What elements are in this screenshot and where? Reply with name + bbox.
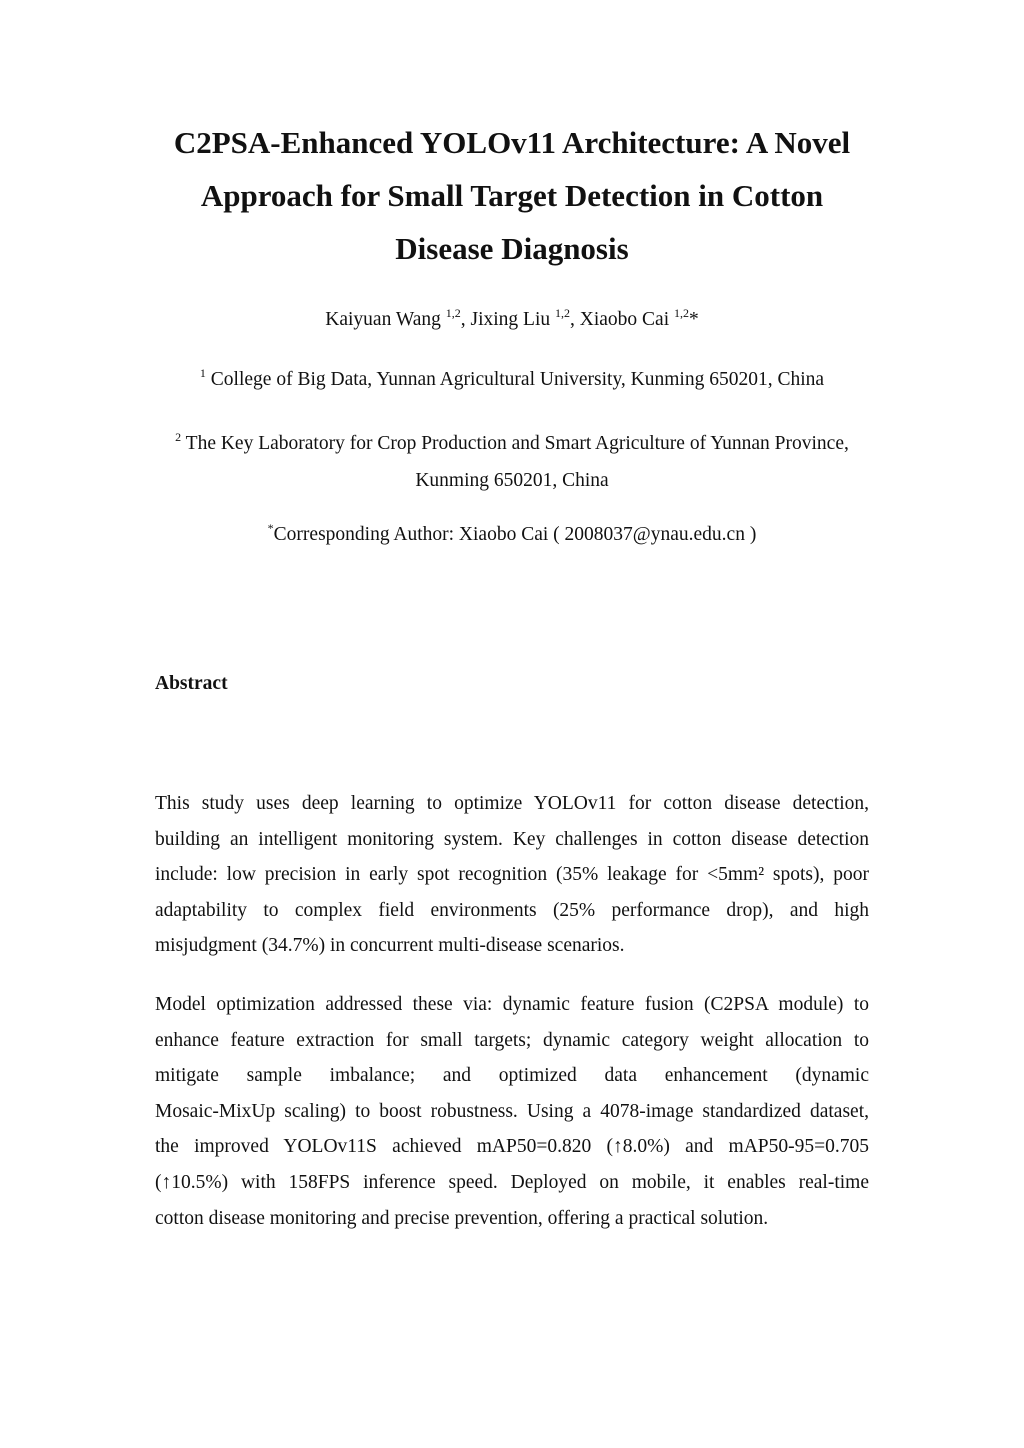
abstract-paragraph [155, 786, 869, 964]
abstract-line: (↑10.5%) with 158FPS inference speed. Deployed on mobile, it enables real-time [155, 1171, 869, 1193]
affiliation-1 [112, 366, 912, 395]
title-line: Disease Diagnosis [395, 231, 629, 266]
abstract-line: This study uses deep learning to optimize YOLOv11 for cotton disease detection, [155, 793, 869, 814]
affiliation-marker: 1 [199, 366, 206, 380]
author-affiliation-marker: 1,2 [445, 306, 461, 320]
title-line: Approach for Small Target Detection in Cotton [200, 178, 824, 213]
abstract-line: adaptability to complex field environments (25% performance drop), and high [155, 899, 869, 921]
affiliation-text: The Key Laboratory for Crop Production and Smart Agriculture of Yunnan Province, [185, 433, 849, 454]
author-affiliation-marker: 1,2 [555, 306, 570, 320]
corresponding-marker: * [267, 521, 274, 535]
abstract-line: building an intelligent monitoring system. Key challenges in cotton disease detection [155, 828, 869, 850]
abstract-line: enhance feature extraction for small targets; dynamic category weight allocation to [155, 1029, 869, 1051]
affiliation-text: Kunming 650201, China [415, 470, 609, 491]
abstract-heading: Abstract [155, 673, 228, 694]
author-separator: , [570, 309, 580, 330]
abstract-line: the improved YOLOv11S achieved mAP50=0.820 (↑8.0%) and mAP50-95=0.705 [155, 1136, 869, 1158]
abstract-line: misjudgment (34.7%) in concurrent multi-disease scenarios. [155, 935, 625, 957]
corresponding-author [112, 521, 912, 550]
author-separator: , [460, 309, 471, 330]
abstract-paragraph [155, 987, 869, 1236]
affiliation-text: College of Big Data, Yunnan Agricultural University, Kunming 650201, China [210, 369, 825, 390]
abstract-line: cotton disease monitoring and precise prevention, offering a practical solution. [155, 1207, 769, 1229]
author-affiliation-marker: 1,2 [673, 306, 689, 320]
author-name: Jixing Liu [470, 309, 551, 330]
affiliation-2 [112, 426, 912, 499]
abstract-line: Model optimization addressed these via: dynamic feature fusion (C2PSA module) to [155, 994, 869, 1015]
corresponding-text: Corresponding Author: Xiaobo Cai ( 2008037@ynau.edu.cn ) [273, 524, 757, 545]
author-name: Kaiyuan Wang [325, 309, 441, 330]
corresponding-star: * [688, 309, 699, 330]
abstract-line: include: low precision in early spot recognition (35% leakage for <5mm² spots), poor [155, 864, 869, 886]
title-line: C2PSA-Enhanced YOLOv11 Architecture: A Novel [173, 125, 851, 160]
affiliation-marker: 2 [175, 430, 182, 444]
paper-title [150, 116, 874, 275]
author-list [112, 306, 912, 335]
author-name: Xiaobo Cai [579, 309, 670, 330]
abstract-line: mitigate sample imbalance; and optimized data enhancement (dynamic [155, 1065, 869, 1087]
abstract-line: Mosaic-MixUp scaling) to boost robustness. Using a 4078-image standardized dataset, [155, 1100, 869, 1122]
